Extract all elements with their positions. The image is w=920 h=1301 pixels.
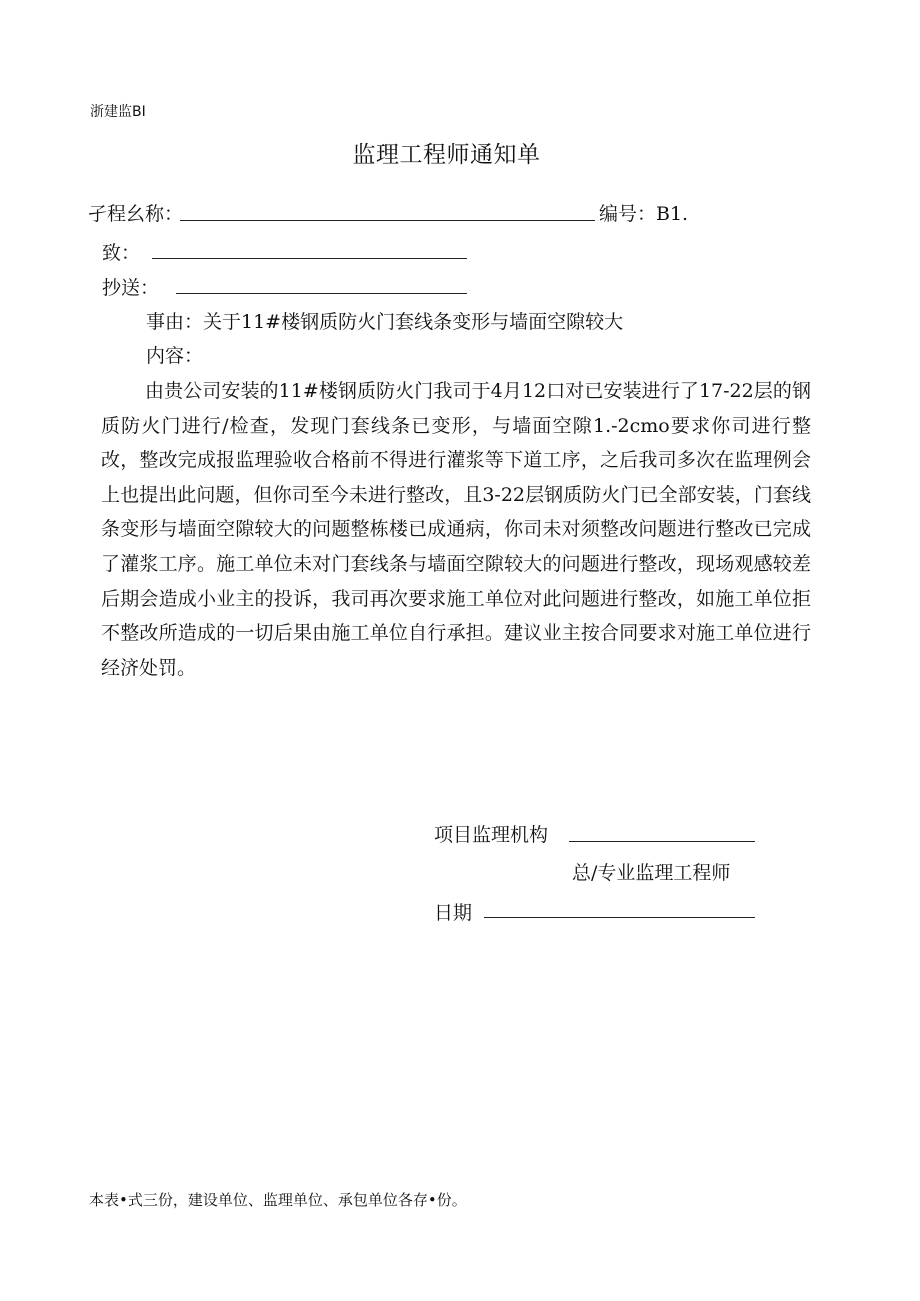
cc-underline [176,293,467,294]
form-code: 浙建监BI [90,104,146,120]
agency-label: 项目监理机构 [434,824,549,846]
cc-label: 抄送： [102,277,160,299]
footnote: 本表•式三份，建设单位、监理单位、承包单位各存•份。 [89,1191,467,1209]
to-label: 致： [102,242,141,264]
number-label: 编号：B1. [599,203,689,225]
date-underline [484,917,755,918]
date-label: 日期 [434,902,473,924]
notice-body: 由贵公司安装的11#楼钢质防火门我司于4月12口对已安装进行了17-22层的钢质防火门进行/检查，发现门套线条已变形，与墙面空隙1.-2cmo要求你司进行整改，整改完成报监理验收合格前不得进行灌浆等下道工序，之后我司多次在监理例会上也提出此问题，但你司至今未进行整改，且3-22层钢质防火门已全部安装，门套线条变形与墙面空隙较大的问题整栋楼已成通病，你司未对须整改问题进行整改已完成了灌浆工序。施工单位未对门套线条与墙面空隙较大的问题进行整改，现场观感较差后期会造成小业主的投诉，我司再次要求施工单位对此问题进行整改，如施工单位拒不整改所造成的一切后果由施工单位自行承担。建议业主按合同要求对施工单位进行经济处罚。 [101,380,811,679]
project-name-label: 孑程幺称： [88,203,184,225]
agency-underline [569,841,755,842]
subject-line: 事由：关于11#楼钢质防火门套线条变形与墙面空隙较大 [146,311,624,333]
page-title: 监理工程师通知单 [352,142,541,168]
to-underline [152,258,467,259]
engineer-label: 总/专业监理工程师 [572,862,731,884]
project-name-underline [180,220,595,221]
content-label: 内容： [146,345,204,367]
